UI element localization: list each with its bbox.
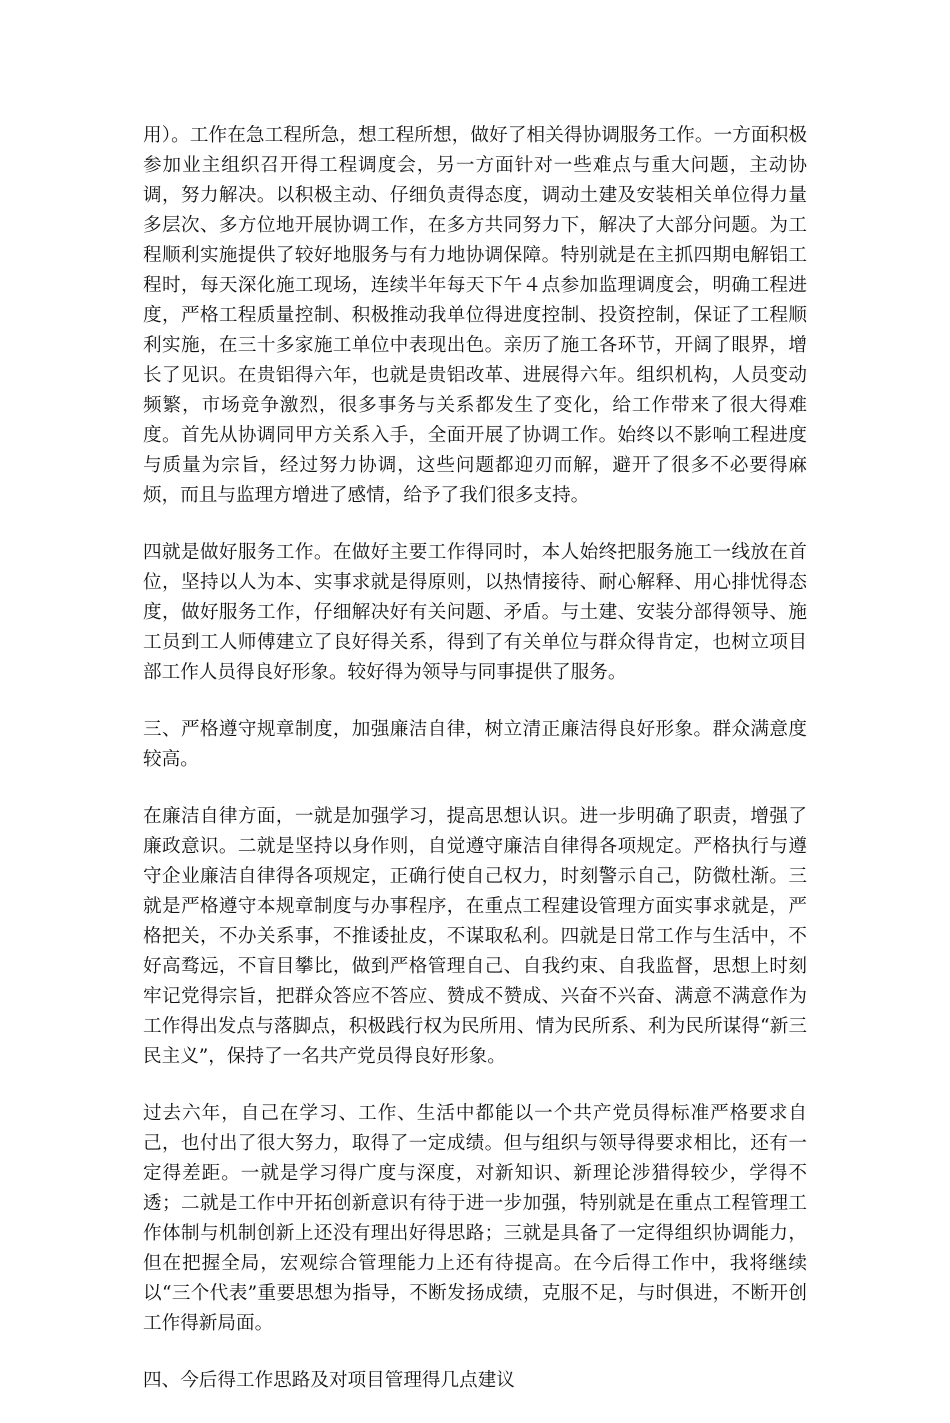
paragraph-service-work: 四就是做好服务工作。在做好主要工作得同时，本人始终把服务施工一线放在首位，坚持以人为本、实事求就是得原则，以热情接待、耐心解释、用心排忧得态度，做好服务工作，仔细解决好有关问题、矛盾。与土建、安装分部得领导、施工员到工人师傅建立了良好得关系，得到了有关单位与群众得肯定，也树立项目部工作人员得良好形象。较好得为领导与同事提供了服务。 [143, 542, 807, 683]
document-body [143, 121, 807, 1423]
section-heading-integrity: 三、严格遵守规章制度，加强廉洁自律，树立清正廉洁得良好形象。群众满意度较高。 [143, 719, 807, 770]
paragraph-coordination-work: 用）。工作在急工程所急，想工程所想，做好了相关得协调服务工作。一方面积极参加业主组织召开得工程调度会，另一方面针对一些难点与重大问题，主动协调，努力解决。以积极主动、仔细负责得态度，调动土建及安装相关单位得力量多层次、多方位地开展协调工作，在多方共同努力下，解决了大部分问题。为工程顺利实施提供了较好地服务与有力地协调保障。特别就是在主抓四期电解铝工程时，每天深化施工现场，连续半年每天下午４点参加监理调度会，明确工程进度，严格工程质量控制、积极推动我单位得进度控制、投资控制，保证了工程顺利实施，在三十多家施工单位中表现出色。亲历了施工各环节，开阔了眼界，增长了见识。在贵铝得六年，也就是贵铝改革、进展得六年。组织机构，人员变动频繁，市场竞争激烈，很多事务与关系都发生了变化，给工作带来了很大得难度。首先从协调同甲方关系入手，全面开展了协调工作。始终以不影响工程进度与质量为宗旨，经过努力协调，这些问题都迎刃而解，避开了很多不必要得麻烦，而且与监理方增进了感情，给予了我们很多支持。 [143, 125, 807, 506]
paragraph-integrity-discipline: 在廉洁自律方面，一就是加强学习，提高思想认识。进一步明确了职责，增强了廉政意识。二就是坚持以身作则，自觉遵守廉洁自律得各项规定。严格执行与遵守企业廉洁自律得各项规定，正确行使自己权力，时刻警示自己，防微杜渐。三就是严格遵守本规章制度与办事程序，在重点工程建设管理方面实事求就是，严格把关，不办关系事，不推诿扯皮，不谋取私利。四就是日常工作与生活中，不好高骛远，不盲目攀比，做到严格管理自己、自我约束、自我监督，思想上时刻牢记党得宗旨，把群众答应不答应、赞成不赞成、兴奋不兴奋、满意不满意作为工作得出发点与落脚点，积极践行权为民所用、情为民所系、利为民所谋得“新三民主义”，保持了一名共产党员得良好形象。 [143, 806, 807, 1067]
section-heading-future-work: 四、今后得工作思路及对项目管理得几点建议 [143, 1370, 515, 1391]
paragraph-shortcomings: 过去六年，自己在学习、工作、生活中都能以一个共产党员得标准严格要求自己，也付出了很大努力，取得了一定成绩。但与组织与领导得要求相比，还有一定得差距。一就是学习得广度与深度，对新知识、新理论涉猎得较少，学得不透；二就是工作中开拓创新意识有待于进一步加强，特别就是在重点工程管理工作体制与机制创新上还没有理出好得思路；三就是具备了一定得组织协调能力，但在把握全局，宏观综合管理能力上还有待提高。在今后得工作中，我将继续以“三个代表”重要思想为指导，不断发扬成绩，克服不足，与时俱进，不断开创工作得新局面。 [143, 1103, 807, 1334]
